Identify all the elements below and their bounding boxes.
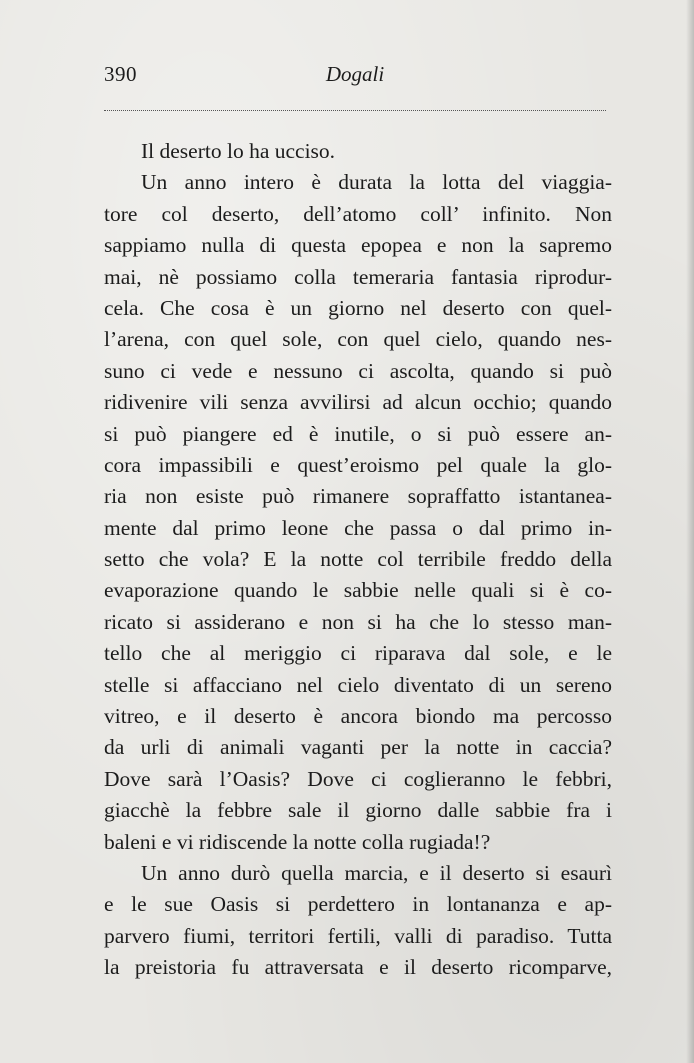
text-line: ridivenire vili senza avvilirsi ad alcun occhio; quando: [104, 390, 612, 415]
text-line: sappiamo nulla di questa epopea e non la sapremo: [104, 233, 612, 258]
text-line: si può piangere ed è inutile, o si può essere an-: [104, 421, 612, 446]
page-edge-shadow: [686, 0, 694, 1063]
text-line: ria non esiste può rimanere sopraffatto istantanea-: [104, 484, 612, 509]
text-line: tello che al meriggio ci riparava dal sole, e le: [104, 641, 612, 666]
text-line: vitreo, e il deserto è ancora biondo ma percosso: [104, 704, 612, 729]
text-line: Dove sarà l’Oasis? Dove ci coglieranno le febbri,: [104, 766, 612, 791]
text-line: suno ci vede e nessuno ci ascolta, quando si può: [104, 358, 612, 383]
page-header: [104, 62, 606, 92]
body-text: [104, 136, 612, 984]
header-rule: [104, 110, 606, 111]
text-line: evaporazione quando le sabbie nelle quali si è co-: [104, 578, 612, 603]
text-line: setto che vola? E la notte col terribile freddo della: [104, 547, 612, 572]
text-line: Un anno durò quella marcia, e il deserto si esaurì: [141, 860, 612, 885]
text-line: Il deserto lo ha ucciso.: [141, 139, 336, 163]
text-line: cora impassibili e quest’eroismo pel quale la glo-: [104, 452, 612, 477]
text-line: l’arena, con quel sole, con quel cielo, quando nes-: [104, 327, 612, 352]
text-line: mai, nè possiamo colla temeraria fantasia riprodur-: [104, 264, 612, 289]
page-number: 390: [104, 62, 137, 86]
text-line: giacchè la febbre sale il giorno dalle sabbie fra i: [104, 798, 612, 823]
text-line: mente dal primo leone che passa o dal primo in-: [104, 515, 612, 540]
text-line: da urli di animali vaganti per la notte in caccia?: [104, 735, 612, 760]
text-line: cela. Che cosa è un giorno nel deserto con quel-: [104, 295, 612, 320]
text-line: ricato si assiderano e non si ha che lo stesso man-: [104, 609, 612, 634]
running-title: Dogali: [325, 62, 385, 86]
text-line: Un anno intero è durata la lotta del viaggia-: [141, 170, 612, 195]
text-line: e le sue Oasis si perdettero in lontananza e ap-: [104, 892, 612, 917]
text-line: parvero fiumi, territori fertili, valli di paradiso. Tutta: [104, 923, 612, 948]
text-line: la preistoria fu attraversata e il deserto ricomparve,: [104, 955, 612, 980]
text-line: tore col deserto, dell’atomo coll’ infinito. Non: [104, 201, 612, 226]
text-line: baleni e vi ridiscende la notte colla rugiada!?: [104, 829, 491, 854]
text-line: stelle si affacciano nel cielo diventato di un sereno: [104, 672, 612, 697]
